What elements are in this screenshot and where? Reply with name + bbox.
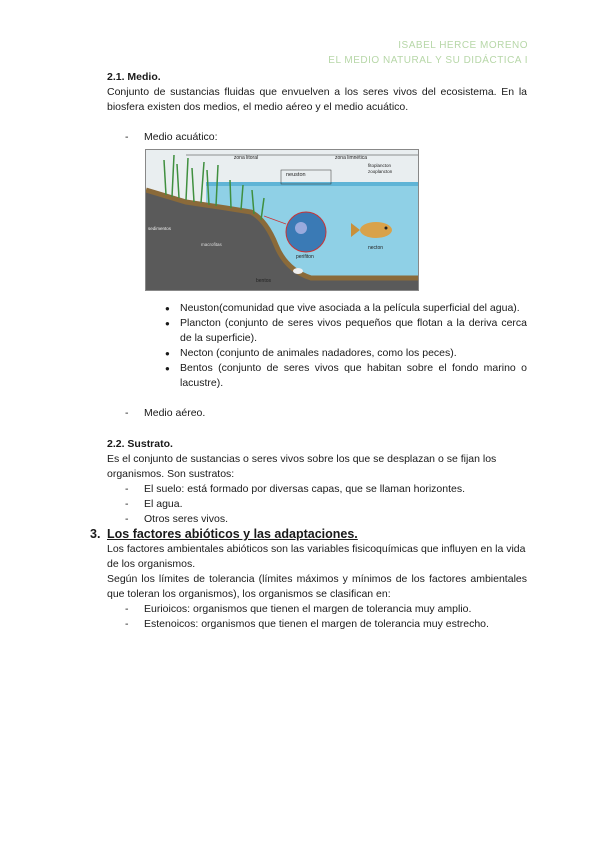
label-necton: necton <box>368 245 384 251</box>
document-body <box>90 70 527 632</box>
label-zooplancton: zooplancton <box>368 169 393 174</box>
label-macrofitas: macrofitas <box>201 242 222 247</box>
header-course: EL MEDIO NATURAL Y SU DIDÁCTICA I <box>328 55 528 66</box>
section-3-heading <box>90 527 527 542</box>
section-3-number: 3. <box>90 527 101 541</box>
section-2-1-title: 2.1. Medio. <box>107 71 161 83</box>
section-2-2-paragraph: Es el conjunto de sustancias o seres vivos sobre los que se desplazan o se fijan los organismos. Son sustratos: <box>107 453 497 480</box>
bullet-plancton: ● Plancton (conjunto de seres vivos pequeños que flotan a la deriva cerca de la superficie). <box>107 316 527 346</box>
aquatic-bullets <box>107 301 527 391</box>
medio-list-acuatico <box>107 130 527 145</box>
medio-list-aereo <box>107 406 527 421</box>
sustrato-list <box>107 482 527 527</box>
label-fitoplancton: fitoplancton <box>368 163 392 168</box>
medio-aereo-item: - Medio aéreo. <box>107 406 527 421</box>
bullet-necton: ● Necton (conjunto de animales nadadores, como los peces). <box>107 346 527 361</box>
section-3-paragraph-2: Según los límites de tolerancia (límites máximos y mínimos de los factores ambientales que toleran los organismos), los organismos se clasifican en: <box>107 573 527 600</box>
tolerance-item: - Eurioicos: organismos que tienen el margen de tolerancia muy amplio. <box>107 602 527 617</box>
section-3-paragraph-1: Los factores ambientales abióticos son las variables fisicoquímicas que influyen en la vida de los organismos. <box>107 543 526 570</box>
medio-acuatico-item: - Medio acuático: <box>107 130 527 145</box>
tolerance-list <box>107 602 527 632</box>
bullet-bentos: ● Bentos (conjunto de seres vivos que habitan sobre el fondo marino o lacustre). <box>107 361 527 391</box>
label-zona-limnetica: zona limnética <box>335 155 367 161</box>
label-zona-litoral: zona litoral <box>233 155 259 161</box>
label-sedimentos: sedimentos <box>148 226 172 231</box>
bullet-neuston: ● Neuston(comunidad que vive asociada a la película superficial del agua). <box>107 301 527 316</box>
section-2-1-paragraph: Conjunto de sustancias fluidas que envuelven a los seres vivos del ecosistema. En la biosfera existen dos medios, el medio aéreo y el medio acuático. <box>107 86 527 113</box>
aquatic-ecosystem-figure <box>145 149 419 291</box>
sustrato-item: - El agua. <box>107 497 527 512</box>
header-author: ISABEL HERCE MORENO <box>398 40 528 51</box>
sustrato-item: - El suelo: está formado por diversas capas, que se llaman horizontes. <box>107 482 527 497</box>
aquatic-ecosystem-diagram <box>146 150 418 290</box>
section-2-2-title: 2.2. Sustrato. <box>107 438 173 450</box>
label-bentos: bentos <box>256 278 272 284</box>
page-header <box>328 38 528 68</box>
label-perifiton: perifiton <box>296 254 314 260</box>
section-3-title: Los factores abióticos y las adaptaciones. <box>107 527 358 541</box>
sustrato-item: - Otros seres vivos. <box>107 512 527 527</box>
tolerance-item: - Estenoicos: organismos que tienen el margen de tolerancia muy estrecho. <box>107 617 527 632</box>
label-neuston: neuston <box>286 172 306 178</box>
